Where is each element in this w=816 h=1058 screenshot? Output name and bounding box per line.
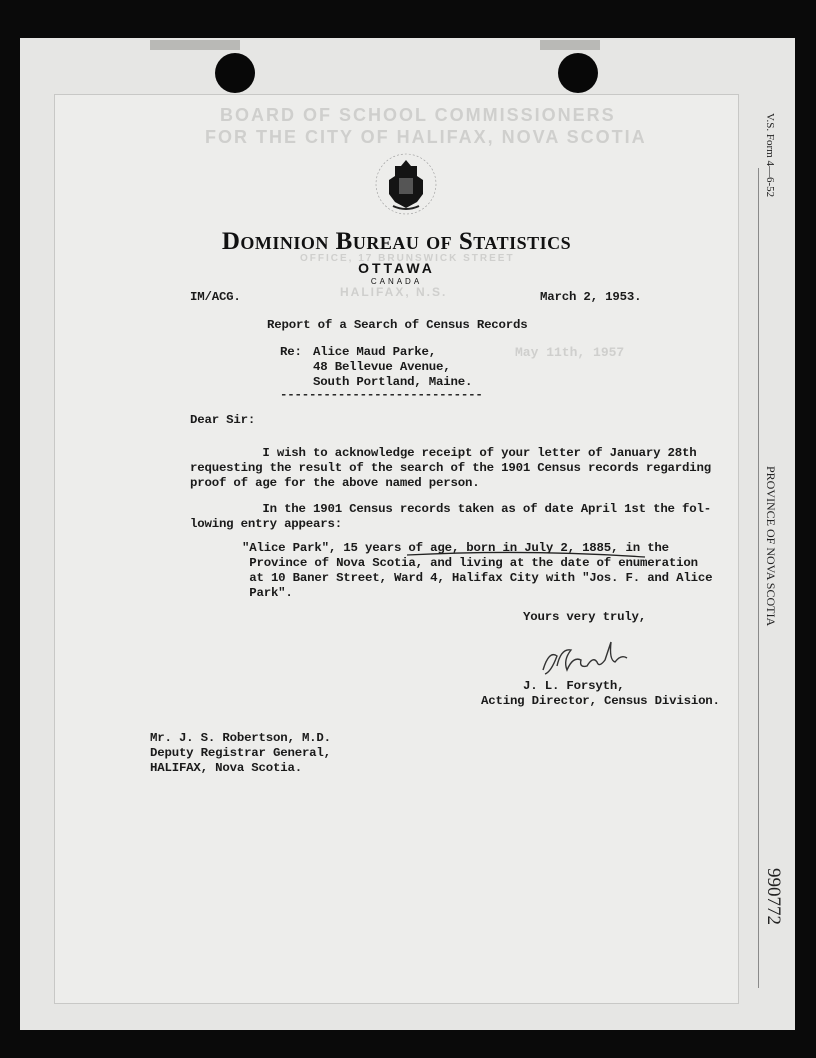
paragraph-line: proof of age for the above named person. [190,476,480,490]
letter-subject: Report of a Search of Census Records [267,318,528,332]
re-label: Re: [280,345,302,359]
signer-name: J. L. Forsyth, [523,679,625,693]
letter-date: March 2, 1953. [540,290,642,304]
paragraph-line: lowing entry appears: [190,517,342,531]
ghost-letterhead: HALIFAX, N.S. [340,285,448,299]
ghost-letterhead: FOR THE CITY OF HALIFAX, NOVA SCOTIA [205,127,647,147]
recipient-line: Deputy Registrar General, [150,746,331,760]
punch-hole [558,53,598,93]
paragraph-line: In the 1901 Census records taken as of date April 1st the fol- [190,502,711,516]
tape [540,40,600,50]
letterhead-country: CANADA [370,277,423,286]
re-line: South Portland, Maine. [313,375,473,389]
recipient-line: Mr. J. S. Robertson, M.D. [150,731,331,745]
reference-initials: IM/ACG. [190,290,241,304]
quote-line: at 10 Baner Street, Ward 4, Halifax City with "Jos. F. and Alice [242,571,713,585]
letterhead-title: Dominion Bureau of Statistics [221,228,572,255]
paragraph-line: I wish to acknowledge receipt of your letter of January 28th [190,446,697,460]
divider-rule: ---------------------------- [280,388,483,402]
form-number: V.S. Form 4—6-52 [764,113,776,198]
ghost-letterhead: BOARD OF SCHOOL COMMISSIONERS [220,105,616,125]
letterhead-city: OTTAWA [358,260,435,276]
quote-line: Province of Nova Scotia, and living at the date of enumeration [242,556,698,570]
signer-title: Acting Director, Census Division. [481,694,720,708]
quote-line: "Alice Park", 15 years of age, born in July 2, 1885, in the [242,541,669,555]
coat-of-arms-seal [373,150,439,220]
re-line: 48 Bellevue Avenue, [313,360,451,374]
strip-divider [758,168,759,988]
closing: Yours very truly, [523,610,647,624]
handwritten-underline [405,545,685,565]
tape [150,40,240,50]
re-line: Alice Maud Parke, [313,345,437,359]
province-label: PROVINCE OF NOVA SCOTIA [764,466,778,627]
letter-sheet [55,95,738,1003]
punch-hole [215,53,255,93]
quote-line: Park". [242,586,293,600]
salutation: Dear Sir: [190,413,256,427]
registration-number: 990772 [763,868,784,925]
ghost-date: May 11th, 1957 [515,345,625,360]
signature [535,640,655,680]
paragraph-line: requesting the result of the search of the 1901 Census records regarding [190,461,711,475]
recipient-line: HALIFAX, Nova Scotia. [150,761,302,775]
ghost-letterhead: OFFICE, 17 BRUNSWICK STREET [300,253,515,264]
